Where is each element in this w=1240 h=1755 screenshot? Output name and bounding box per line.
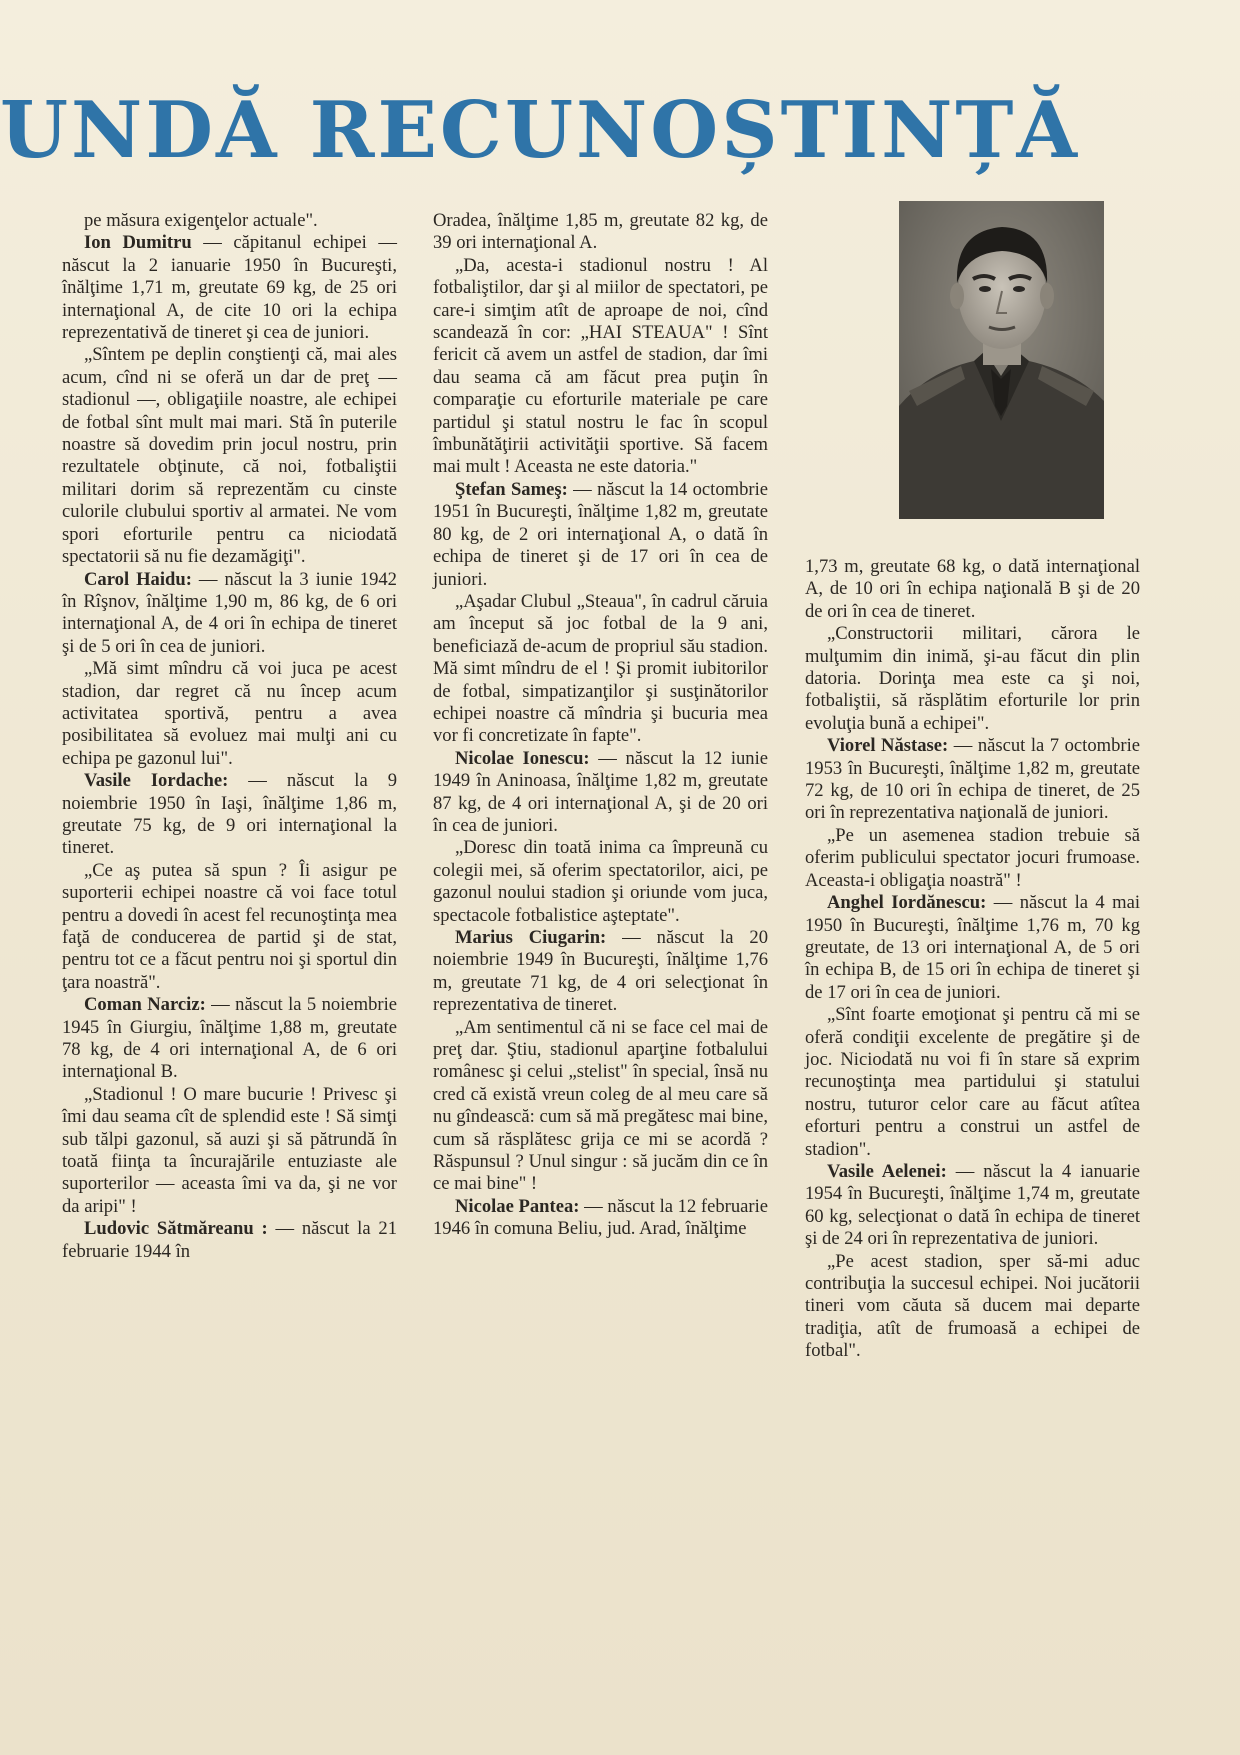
paragraph-text: „Doresc din toată inima ca împreună cu colegii mei, să oferim spectatorilor, aici, pe gazonul noului stadion şi oriunde vom juca, spectacole fotbalistice aşteptate". <box>433 837 768 926</box>
paragraph <box>62 569 397 659</box>
paragraph <box>805 825 1140 892</box>
text-column-3 <box>805 556 1140 1363</box>
text-column-1 <box>62 210 397 1263</box>
paragraph-text: — născut la 5 noiembrie 1945 în Giurgiu, înălţime 1,88 m, greutate 78 kg, de 4 ori internaţional A, de 6 ori internaţional B. <box>62 994 397 1083</box>
paragraph <box>805 735 1140 825</box>
paragraph <box>433 927 768 1017</box>
paragraph-text: „Sîntem pe deplin conştienţi că, mai ales acum, cînd ni se oferă un dar de preţ — stadionul —, obligaţiile noastre, ale echipei de fotbal sînt mult mai mari. Stă în puterile noastre să dovedim prin jocul nostru, prin rezultatele obţinute, că noi, fotbaliştii militari dorim să reprezentăm cu cinste culorile clubului sportiv al armatei. Ne vom spori eforturile pentru ca niciodată spectatorii să nu fie dezamăgiţi". <box>62 344 397 568</box>
paragraph <box>62 1084 397 1218</box>
player-name: Marius Ciugarin: <box>455 927 607 948</box>
paragraph <box>433 479 768 591</box>
paragraph-text: „Sînt foarte emoţionat şi pentru că mi se oferă condiţii excelente de pregătire şi de joc. Niciodată nu voi fi în stare să exprim recunoştinţa mea partidului şi statului nostru, tuturor celor care au făcut atîtea eforturi pentru a construi un astfel de stadion". <box>805 1004 1140 1160</box>
paragraph-text: — căpitanul echipei — născut la 2 ianuarie 1950 în Bucureşti, înălţime 1,71 m, greutate 69 kg, de 25 ori internaţional A, de cite 10 ori la echipa reprezentativă de tineret şi cea de juniori. <box>62 232 397 344</box>
paragraph-text: — născut la 4 mai 1950 în Bucureşti, înălţime 1,76 m, 70 kg greutate, de 13 ori internaţional A, de 5 ori în echipa B, de 15 ori în echipa de tineret şi de 17 ori în cea de juniori. <box>805 892 1141 1003</box>
paragraph-text: „Stadionul ! O mare bucurie ! Privesc şi îmi dau seama cît de splendid este ! Să simţi sub tălpi gazonul, să auzi şi să pătrundă în toată fiinţa ta încurajările entuziaste ale suporterilor — aceasta îmi va da, şi ne vor da aripi" ! <box>62 1083 397 1217</box>
paragraph-text: „Da, acesta-i stadionul nostru ! Al fotbaliştilor, dar şi al miilor de spectatori, pe care-i simţim atît de aproape de noi, cînd scandează în cor: „HAI STEAUA" ! Sînt fericit că avem un astfel de stadion, dar îmi dau seama că am făcut prea puţin în comparaţie cu eforturile materiale pe care partidul şi statul nostru le fac în scopul îmbunătăţirii activităţii sportive. Să facem mai mult ! Aceasta ne este datoria." <box>433 254 768 478</box>
paragraph-text: — născut la 3 iunie 1942 în Rîşnov, înălţime 1,90 m, 86 kg, de 6 ori internaţional A, de 4 ori în echipa de tineret şi de 5 ori în cea de juniori. <box>62 568 397 657</box>
player-name: Anghel Iordănescu: <box>827 892 987 914</box>
paragraph <box>62 770 397 860</box>
paragraph <box>62 1218 397 1263</box>
paragraph-text: 1,73 m, greutate 68 kg, o dată internaţional A, de 10 ori în echipa naţională B şi de 20 de ori în cea de tineret. <box>805 556 1140 622</box>
paragraph-text: „Pe acest stadion, sper să-mi aduc contribuţia la succesul echipei. Noi jucătorii tineri vom căuta să ducem mai departe tradiţia, atît de frumoasă a echipei de fotbal". <box>805 1250 1140 1362</box>
player-name: Vasile Iordache: <box>84 770 229 792</box>
player-name: Nicolae Pantea: <box>455 1195 580 1217</box>
paragraph <box>805 1161 1140 1251</box>
text-column-2 <box>433 210 768 1241</box>
headline: UNDĂ RECUNOȘTINȚĂ <box>0 85 1080 176</box>
paragraph-text: — născut la 12 iunie 1949 în Aninoasa, înălţime 1,82 m, greutate 87 kg, de 4 ori internaţional A, şi de 20 ori în cea de juniori. <box>433 747 768 836</box>
paragraph <box>805 623 1140 735</box>
paragraph-text: „Pe un asemenea stadion trebuie să oferim publicului spectator jocuri frumoase. Aceasta-i obligaţia noastră" ! <box>805 824 1140 891</box>
paragraph-text: „Mă simt mîndru că voi juca pe acest stadion, dar regret că nu încep acum activitatea sportivă, pentru a avea posibilitatea să evoluez mai mulţi ani cu echipa pe gazonul lui". <box>62 658 397 769</box>
player-name: Viorel Năstase: <box>827 735 949 757</box>
paragraph-text: „Constructorii militari, cărora le mulţumim din inimă, şi-au făcut din plin datoria. Dorinţa mea este ca şi noi, fotbaliştii, să răsplătim eforturile lor prin evoluţia bună a echipei". <box>805 623 1140 734</box>
paragraph <box>62 344 397 568</box>
paragraph <box>433 255 768 479</box>
player-name: Ion Dumitru <box>84 232 192 254</box>
paragraph-text: „Ce aş putea să spun ? Îi asigur pe suporterii echipei noastre că voi face totul pentru a dovedi în acest fel recunoştinţa mea faţă de conducerea de partid şi de stat, pentru tot ce a făcut pentru noi şi sportul din ţara noastră". <box>62 859 397 993</box>
paragraph <box>433 1196 768 1241</box>
paragraph-text: — născut la 7 octombrie 1953 în Bucureşti, înălţime 1,82 m, greutate 72 kg, de 10 ori în echipa de tineret, de 25 ori în reprezentativa naţională de juniori. <box>805 735 1140 824</box>
player-name: Vasile Aelenei: <box>827 1160 947 1182</box>
paragraph <box>62 994 397 1084</box>
player-name: Coman Narciz: <box>84 994 206 1016</box>
paragraph <box>62 210 397 232</box>
paragraph-text: — născut la 21 februarie 1944 în <box>62 1218 397 1262</box>
player-name: Carol Haidu: <box>84 568 192 590</box>
paragraph <box>433 1017 768 1196</box>
paragraph-text: „Am sentimentul că ni se face cel mai de preţ dar. Ştiu, stadionul aparţine fotbalului românesc şi celui „stelist" în special, însă nu cred că există vreun coleg de al meu care să nu gîndească: cum să mă pregătesc mai bine, cum să răsplătesc grija ce mi se acordă ? Răspunsul ? Unul singur : să jucăm din ce în ce mai bine" ! <box>433 1016 768 1195</box>
paragraph-text: — născut la 12 februarie 1946 în comuna Beliu, jud. Arad, înălţime <box>433 1195 769 1240</box>
paragraph <box>805 892 1140 1004</box>
paragraph <box>433 210 768 255</box>
portrait-photo <box>899 201 1104 519</box>
paragraph-text: — născut la 4 ianuarie 1954 în Bucureşti, înălţime 1,74 m, greutate 60 kg, selecţionat o dată în echipa de tineret şi de 24 ori în reprezentativa de juniori. <box>805 1160 1140 1250</box>
player-name: Ludovic Sătmăreanu : <box>84 1218 268 1240</box>
paragraph <box>433 837 768 927</box>
paragraph <box>433 591 768 748</box>
paragraph <box>805 1251 1140 1363</box>
paragraph <box>62 232 397 344</box>
paragraph-text: „Aşadar Clubul „Steaua", în cadrul căruia am început să joc fotbal de la 9 ani, beneficiază de-acum de propriul său stadion. Mă simt mîndru de el ! Şi promit iubitorilor de fotbal, simpatizanţilor şi susţinătorilor echipei noastre că mîndria şi bucuria mea vor fi concretizate în fapte". <box>433 590 768 747</box>
paragraph <box>805 1004 1140 1161</box>
portrait-icon <box>899 201 1104 519</box>
paragraph-text: Oradea, înălţime 1,85 m, greutate 82 kg, de 39 ori internaţional A. <box>433 210 768 254</box>
paragraph <box>62 658 397 770</box>
paragraph-text: — născut la 9 noiembrie 1950 în Iaşi, înălţime 1,86 m, greutate 75 kg, de 9 ori internaţional la tineret. <box>62 770 397 859</box>
paragraph <box>805 556 1140 623</box>
player-name: Ştefan Sameş: <box>455 478 568 500</box>
paragraph-text: — născut la 14 octombrie 1951 în Bucureşti, înălţime 1,82 m, greutate 80 kg, de 2 ori internaţional A, o dată în echipa de tineret şi de 17 ori în cea de juniori. <box>433 478 769 590</box>
paragraph <box>433 748 768 838</box>
paragraph-text: — născut la 20 noiembrie 1949 în Bucureşti, înălţime 1,76 m, greutate 71 kg, de 4 ori selecţionat în reprezentativa de tineret. <box>433 927 768 1016</box>
paragraph <box>62 860 397 994</box>
paragraph-text: pe măsura exigenţelor actuale". <box>84 210 318 231</box>
player-name: Nicolae Ionescu: <box>455 747 590 769</box>
